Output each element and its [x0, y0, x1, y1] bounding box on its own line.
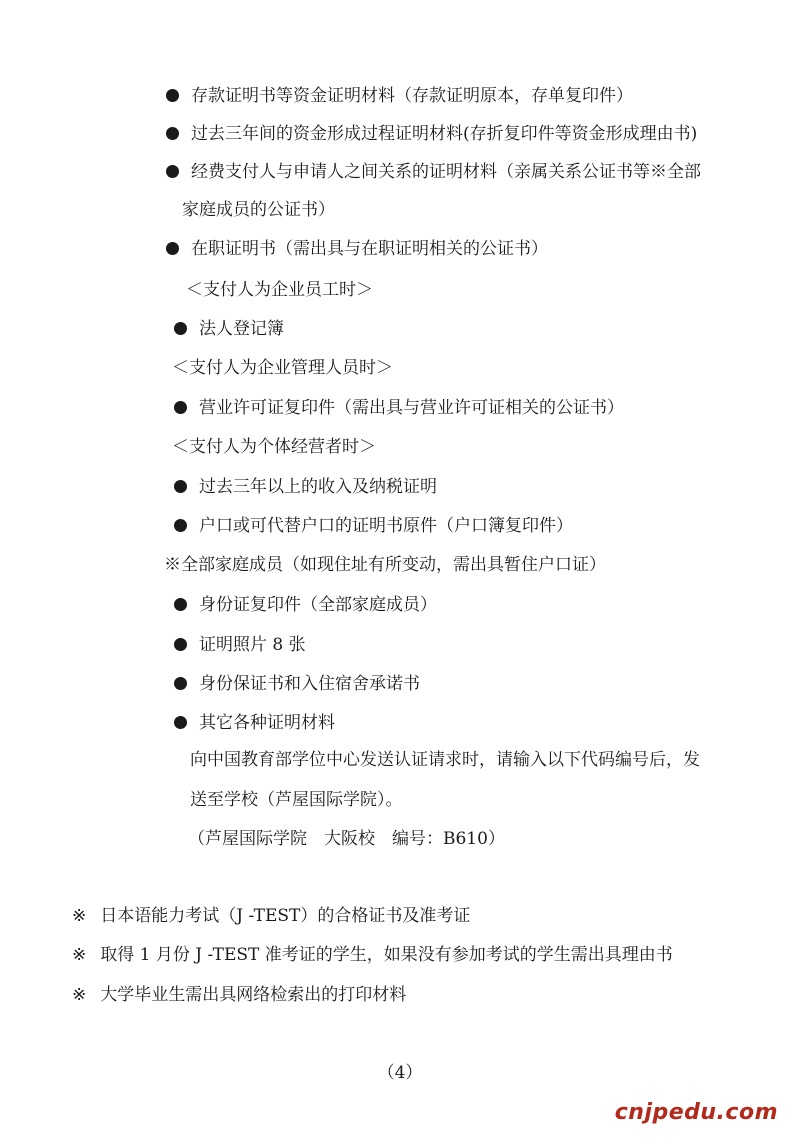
page-number: （4） — [377, 1063, 423, 1083]
list-item: 经费支付人与申请人之间关系的证明材料（亲属关系公证书等※全部 — [166, 161, 701, 183]
site-watermark: cnjpedu.com — [614, 1100, 778, 1125]
list-item: 证明照片 8 张 — [174, 634, 306, 656]
list-item: 身份保证书和入住宿舍承诺书 — [174, 673, 420, 695]
section-heading: ＜支付人为个体经营者时＞ — [172, 437, 376, 457]
bullet-icon — [174, 480, 187, 493]
note-line: ※全部家庭成员（如现住址有所变动，需出具暂住户口证） — [164, 555, 606, 575]
section-heading: ＜支付人为企业员工时＞ — [186, 280, 373, 300]
list-item: 营业许可证复印件（需出具与营业许可证相关的公证书） — [174, 397, 624, 419]
school-code: （芦屋国际学院 大阪校 编号：B610） — [188, 829, 505, 849]
list-item: 过去三年以上的收入及纳税证明 — [174, 476, 437, 498]
bullet-icon — [174, 519, 187, 532]
bullet-icon — [166, 89, 179, 102]
footnote: ※ 取得 1 月份 J -TEST 准考证的学生，如果没有参加考试的学生需出具理由书 — [72, 945, 673, 965]
bullet-icon — [166, 127, 179, 140]
bullet-icon — [174, 716, 187, 729]
list-item-continuation: 家庭成员的公证书） — [182, 200, 335, 220]
list-item: 户口或可代替户口的证明书原件（户口簿复印件） — [174, 515, 573, 537]
paragraph-line: 向中国教育部学位中心发送认证请求时，请输入以下代码编号后，发 — [190, 750, 700, 770]
bullet-icon — [174, 322, 187, 335]
footnote: ※ 大学毕业生需出具网络检索出的打印材料 — [72, 985, 407, 1005]
bullet-icon — [166, 165, 179, 178]
list-item: 过去三年间的资金形成过程证明材料(存折复印件等资金形成理由书) — [166, 123, 697, 145]
footnote: ※ 日本语能力考试（J -TEST）的合格证书及准考证 — [72, 906, 471, 926]
list-item: 在职证明书（需出具与在职证明相关的公证书） — [166, 238, 548, 260]
bullet-icon — [166, 242, 179, 255]
list-item: 法人登记簿 — [174, 318, 284, 340]
bullet-icon — [174, 401, 187, 414]
paragraph-line: 送至学校（芦屋国际学院）。 — [190, 790, 403, 810]
section-heading: ＜支付人为企业管理人员时＞ — [172, 358, 393, 378]
bullet-icon — [174, 598, 187, 611]
list-item: 其它各种证明材料 — [174, 712, 335, 734]
list-item: 身份证复印件（全部家庭成员） — [174, 594, 437, 616]
list-item: 存款证明书等资金证明材料（存款证明原本，存单复印件） — [166, 85, 633, 107]
bullet-icon — [174, 677, 187, 690]
bullet-icon — [174, 638, 187, 651]
